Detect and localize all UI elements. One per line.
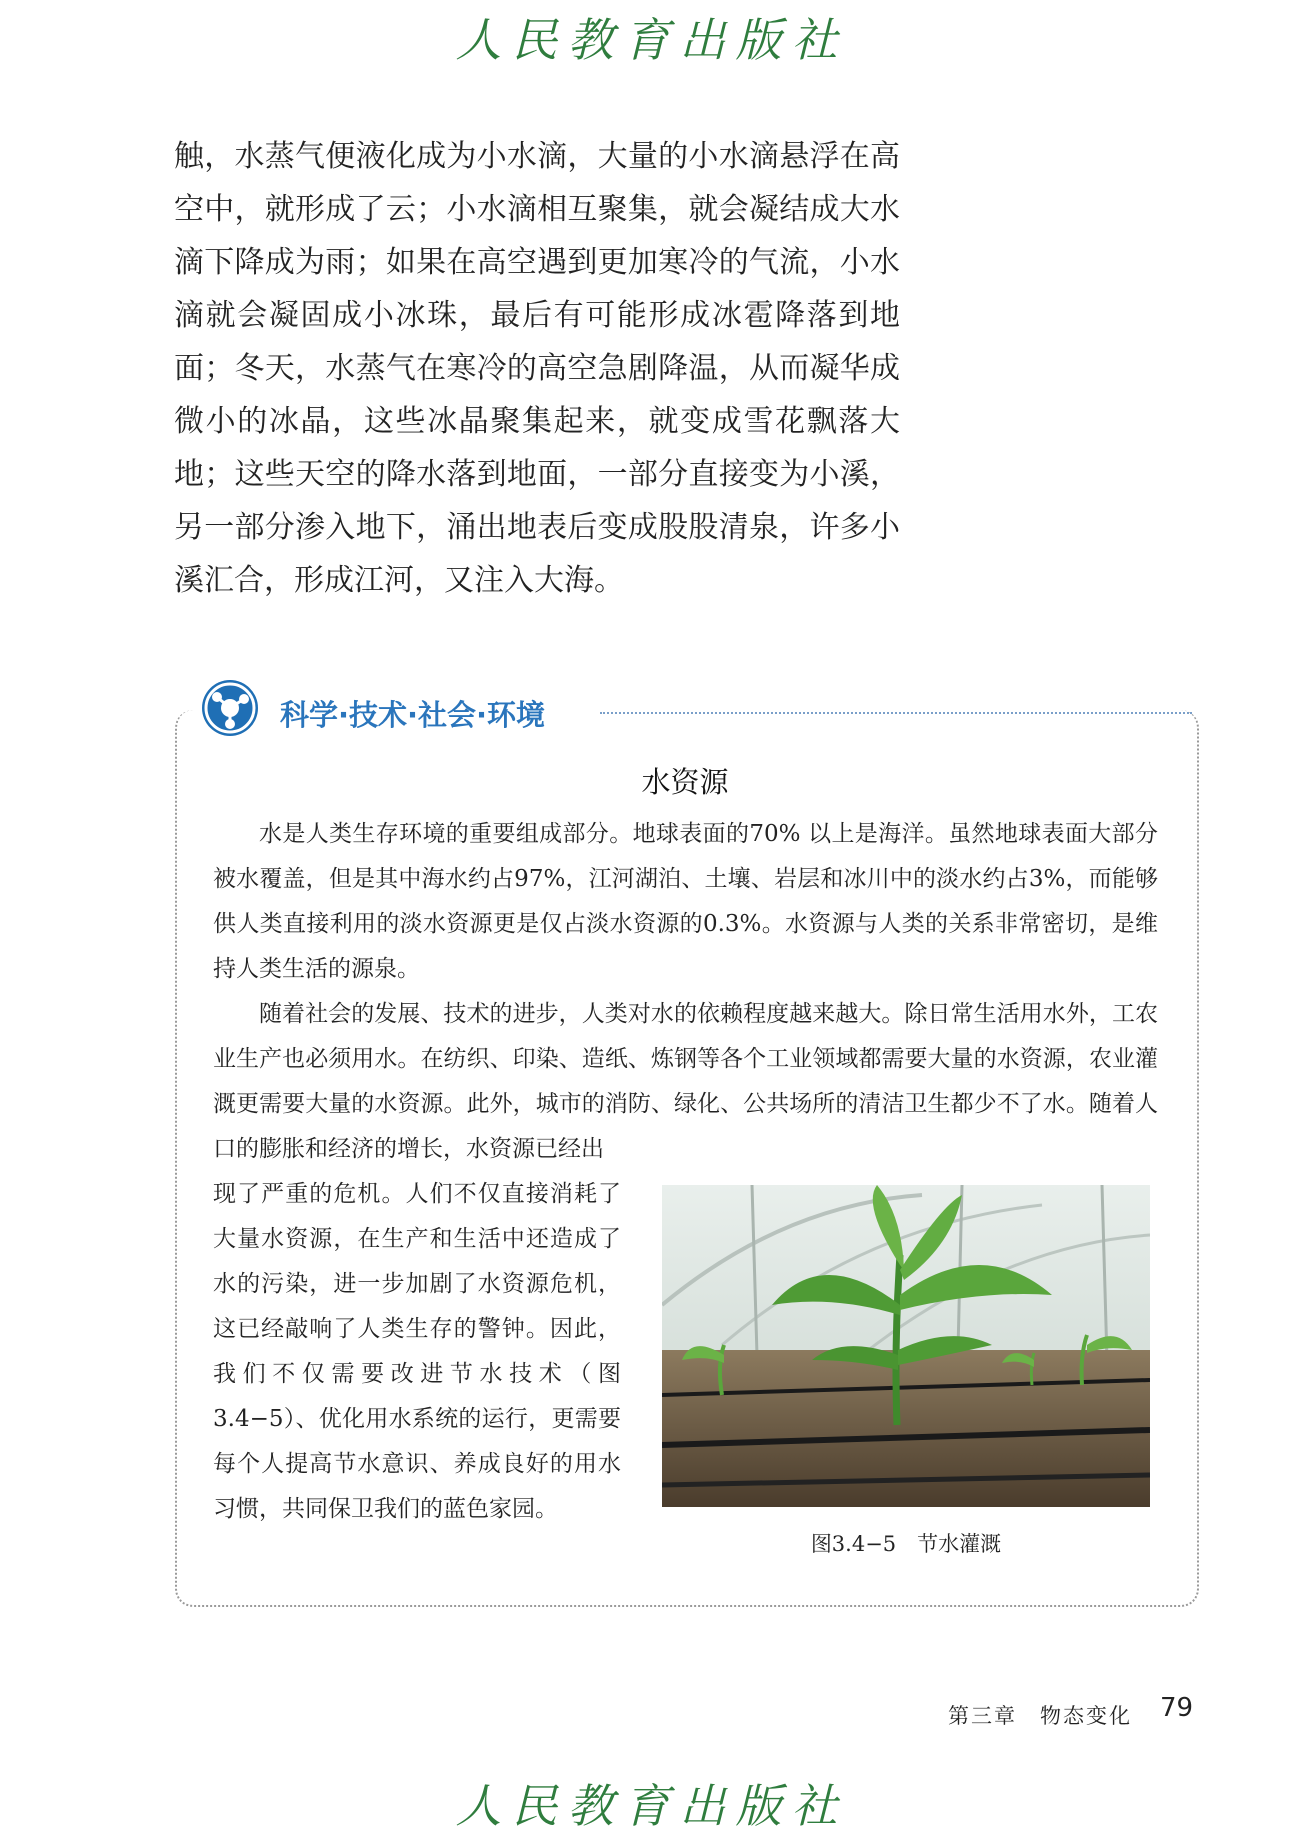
sidebar-paragraph-2: 随着社会的发展、技术的进步，人类对水的依赖程度越来越大。除日常生活用水外，工农业生产也必须用水。在纺织、印染、造纸、炼钢等各个工业领域都需要大量的水资源，农业灌溉更需要大量的水资源。此外，城市的消防、绿化、公共场所的清洁卫生都少不了水。随着人口的膨胀和经济的增长，水资源已经出 [213,1001,1158,1162]
irrigation-photo [662,1185,1150,1507]
body-paragraph: 触，水蒸气便液化成为小水滴，大量的小水滴悬浮在高空中，就形成了云；小水滴相互聚集，就会凝结成大水滴下降成为雨；如果在高空遇到更加寒冷的气流，小水滴就会凝固成小冰珠，最后有可能形成冰雹降落到地面；冬天，水蒸气在寒冷的高空急剧降温，从而凝华成微小的冰晶，这些冰晶聚集起来，就变成雪花飘落大地；这些天空的降水落到地面，一部分直接变为小溪，另一部分渗入地下，涌出地表后变成股股清泉，许多小溪汇合，形成江河，又注入大海。 [174,139,900,598]
chapter-title: 第三章 物态变化 [948,1704,1132,1728]
sidebar-paragraph-1: 水是人类生存环境的重要组成部分。地球表面的70% 以上是海洋。虽然地球表面大部分被水覆盖，但是其中海水约占97%，江河湖泊、土壤、岩层和冰川中的淡水约占3%，而能够供人类直接利用的淡水资源更是仅占淡水资源的0.3%。水资源与人类的关系非常密切，是维持人类生活的源泉。 [213,821,1158,982]
sidebar-paragraph-3: 现了严重的危机。人们不仅直接消耗了大量水资源，在生产和生活中还造成了水的污染，进一步加剧了水资源危机，这已经敲响了人类生存的警钟。因此，我们不仅需要改进节水技术（图3.4−5）、优化用水系统的运行，更需要每个人提高节水意识、养成良好的用水习惯，共同保卫我们的蓝色家园。 [213,1181,621,1522]
publisher-logo-top: 人民教育出版社 [455,13,848,67]
page-number: 79 [1160,1693,1194,1723]
section-label: 科学·技术·社会·环境 [280,698,546,732]
sidebar-title: 水资源 [641,765,729,799]
sidebar-box-top-rule [600,712,1192,714]
figure-caption: 图3.4−5 节水灌溉 [810,1532,1002,1556]
publisher-logo-bottom: 人民教育出版社 [455,1779,848,1833]
molecule-icon [202,680,258,736]
